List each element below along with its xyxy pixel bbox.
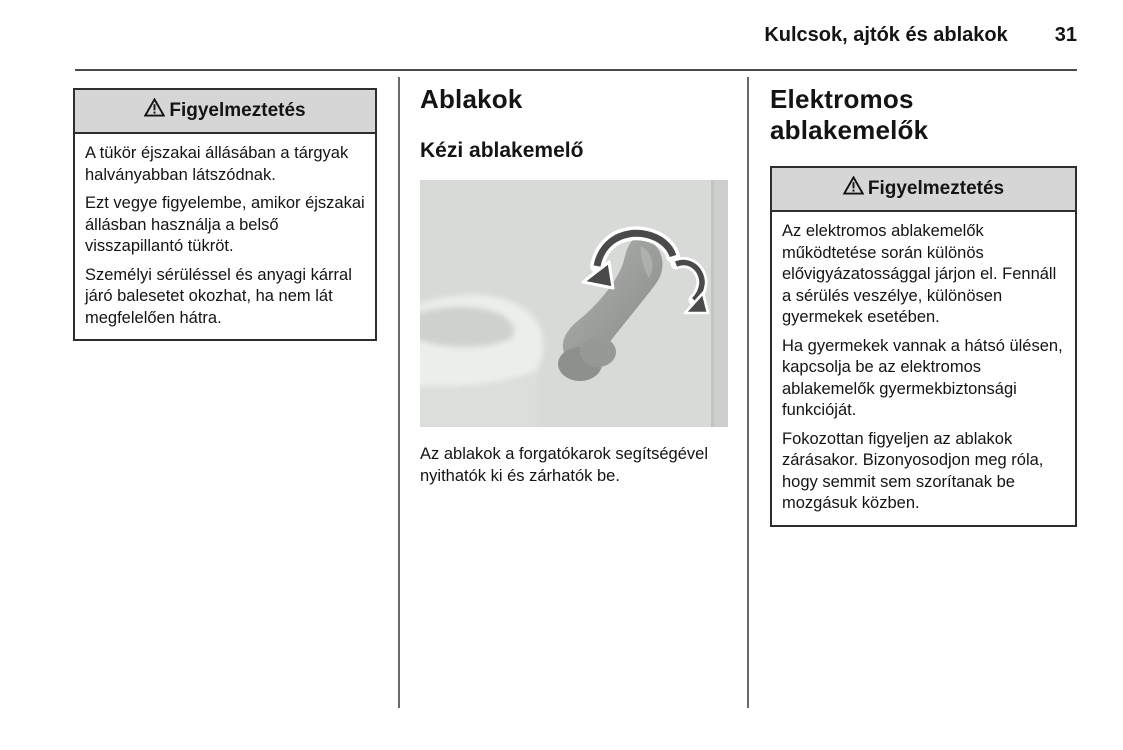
warning-title: Figyelmeztetés bbox=[169, 100, 306, 121]
middle-column bbox=[420, 84, 732, 487]
warning-paragraph: Az elektromos ablakemelők működtetése során különös elővigyázatossággal járjon el. Fennáll a sérülés veszélye, különösen gyermekek esetében. bbox=[782, 222, 1057, 326]
figure-caption: Az ablakok a forgatókarok segítségével nyithatók ki és zárhatók be. bbox=[420, 445, 709, 485]
chapter-title: Kulcsok, ajtók és ablakok bbox=[764, 24, 1008, 46]
warning-triangle-icon bbox=[843, 176, 864, 201]
header-rule bbox=[75, 69, 1077, 71]
warning-paragraph: Személyi sérüléssel és anyagi kárral járó balesetet okozhat, ha nem lát megfelelően hátra. bbox=[85, 265, 352, 327]
subsection-heading-manual-window: Kézi ablakemelő bbox=[420, 139, 584, 162]
running-header bbox=[764, 24, 1077, 47]
warning-box-header bbox=[75, 90, 375, 134]
warning-title: Figyelmeztetés bbox=[867, 178, 1005, 199]
mirror-warning-box bbox=[73, 88, 377, 341]
left-column bbox=[73, 88, 377, 341]
door-armrest-shape bbox=[420, 295, 543, 427]
warning-box-body bbox=[772, 212, 1075, 525]
warning-triangle-icon bbox=[144, 98, 165, 123]
warning-paragraph: A tükör éjszakai állásában a tárgyak halványabban látszódnak. bbox=[85, 144, 349, 184]
column-divider bbox=[398, 77, 400, 708]
warning-box-header bbox=[772, 168, 1075, 212]
window-crank-figure bbox=[420, 180, 728, 427]
warning-paragraph: Ha gyermekek vannak a hátsó ülésen, kapcsolja be az elektromos ablakemelők gyermekbiztonsági funkcióját. bbox=[782, 336, 1063, 419]
warning-paragraph: Fokozottan figyeljen az ablakok zárásakor. Bizonyosodjon meg róla, hogy semmit sem szorítanak be mozgásuk közben. bbox=[782, 429, 1044, 512]
column-divider bbox=[747, 77, 749, 708]
power-windows-warning-box bbox=[770, 166, 1077, 527]
warning-box-body bbox=[75, 134, 375, 339]
section-heading-windows: Ablakok bbox=[420, 84, 523, 114]
page-number: 31 bbox=[1054, 24, 1077, 46]
right-column bbox=[770, 84, 1077, 527]
door-pillar-shape bbox=[713, 180, 728, 427]
warning-paragraph: Ezt vegye figyelembe, amikor éjszakai állásban használja a belső visszapillantó tükröt. bbox=[85, 194, 365, 255]
section-heading-power-windows: Elektromos ablakemelők bbox=[770, 84, 929, 145]
